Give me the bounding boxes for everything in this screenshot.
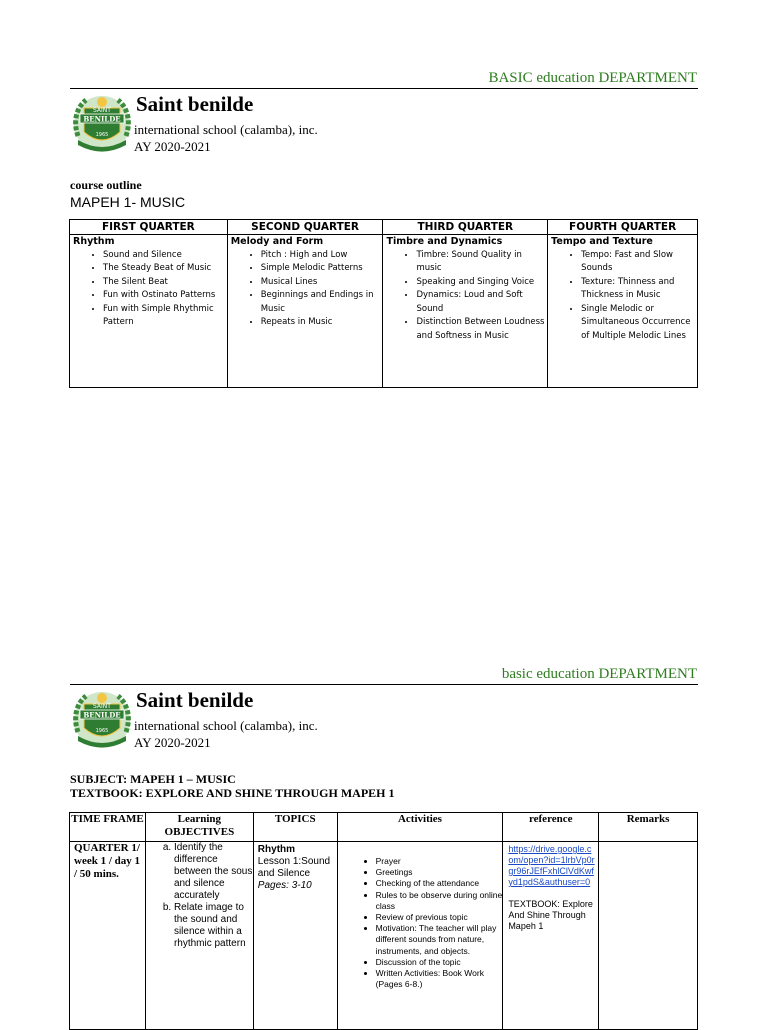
school-logo: [70, 92, 134, 156]
topics-cell: [253, 842, 337, 1030]
logo-year-text: 1965: [95, 728, 109, 734]
list-item: • Greetings: [376, 867, 503, 878]
table-row: [70, 842, 698, 1030]
quarter-topic-list: [231, 249, 383, 330]
lesson-plan-table: [69, 812, 698, 1030]
academic-year: AY 2020-2021: [134, 735, 211, 750]
reference-link[interactable]: https://drive.google.com/open?id=1lrbVp0rgr96rJEfFxhlClVdKwfyd1pdS&authuser=0: [508, 844, 595, 887]
school-name: Saint benilde: [136, 92, 254, 116]
list-item: • Single Melodic or Simultaneous Occurrence of Multiple Melodic Lines: [581, 303, 697, 344]
column-header-topics: TOPICS: [253, 813, 337, 842]
list-item: • Speaking and Singing Voice: [416, 276, 547, 290]
list-item: • Motivation: The teacher will play different sounds from nature, instruments, and objects.: [376, 923, 503, 957]
reference-cell: [503, 842, 599, 1030]
list-item: a. Identify the difference between the sous and silence accurately: [174, 842, 253, 902]
quarter-title: Melody and Form: [230, 236, 324, 247]
subject-line: SUBJECT: MAPEH 1 – MUSIC: [70, 772, 236, 786]
list-item: • Prayer: [376, 856, 503, 867]
school-name: Saint benilde: [136, 688, 254, 712]
objectives-cell: [145, 842, 253, 1030]
quarter-header: FOURTH QUARTER: [548, 220, 698, 235]
course-subject: MAPEH 1- MUSIC: [70, 194, 186, 210]
quarters-content-row: [70, 235, 698, 388]
quarters-table: [69, 219, 698, 388]
lesson-header-row: [70, 813, 698, 842]
list-item: • Rules to be observe during online class: [376, 890, 503, 912]
column-header-objectives: Learning OBJECTIVES: [145, 813, 253, 842]
list-item: • Written Activities: Book Work (Pages 6-8.): [376, 968, 503, 990]
reference-textbook: TEXTBOOK: Explore And Shine Through Mapeh 1: [508, 899, 593, 931]
list-item: b. Relate image to the sound and silence within a rhythmic pattern: [174, 902, 253, 950]
academic-year: AY 2020-2021: [134, 139, 211, 154]
list-item: • Tempo: Fast and Slow Sounds: [581, 249, 697, 276]
logo-banner-text: BENILDE: [83, 710, 121, 720]
column-header-reference: reference: [503, 813, 599, 842]
logo-arc-text: SAINT: [93, 107, 111, 114]
department-header: BASIC education DEPARTMENT: [488, 70, 697, 86]
topic-pages: Pages: 3-10: [257, 880, 312, 891]
list-item: • Musical Lines: [261, 276, 383, 290]
list-item: • Timbre: Sound Quality in music: [416, 249, 547, 276]
list-item: • The Silent Beat: [103, 276, 227, 290]
logo-year-text: 1965: [95, 132, 109, 138]
textbook-line: TEXTBOOK: EXPLORE AND SHINE THROUGH MAPEH 1: [70, 786, 395, 800]
quarters-header-row: [70, 220, 698, 235]
department-header: basic education DEPARTMENT: [501, 666, 697, 682]
column-header-activities: Activities: [337, 813, 503, 842]
list-item: • Pitch : High and Low: [261, 249, 383, 263]
list-item: • Checking of the attendance: [376, 878, 503, 889]
quarter-topic-list: [386, 249, 547, 344]
list-item: • Discussion of the topic: [376, 957, 503, 968]
column-header-remarks: Remarks: [599, 813, 698, 842]
list-item: • Texture: Thinness and Thickness in Music: [581, 276, 697, 303]
school-subtitle: international school (calamba), inc.: [134, 718, 318, 733]
activities-list: [338, 856, 503, 990]
quarter-header: FIRST QUARTER: [70, 220, 228, 235]
quarter-cell: [70, 235, 228, 388]
quarter-cell: [383, 235, 548, 388]
logo-banner-text: BENILDE: [83, 114, 121, 124]
list-item: • Fun with Simple Rhythmic Pattern: [103, 303, 227, 330]
topic-lesson: Lesson 1:Sound and Silence: [257, 856, 331, 879]
quarter-topic-list: [73, 249, 227, 330]
list-item: • Sound and Silence: [103, 249, 227, 263]
course-outline-label: course outline: [70, 178, 142, 192]
school-logo: [70, 688, 134, 752]
quarter-cell: [548, 235, 698, 388]
list-item: • Dynamics: Loud and Soft Sound: [416, 289, 547, 316]
remarks-cell: [599, 842, 698, 1030]
school-subtitle: international school (calamba), inc.: [134, 122, 318, 137]
list-item: • Repeats in Music: [261, 316, 383, 330]
quarter-header: THIRD QUARTER: [383, 220, 548, 235]
quarter-cell: [227, 235, 383, 388]
time-frame-cell: QUARTER 1/ week 1 / day 1 / 50 mins.: [70, 842, 146, 1030]
list-item: • Beginnings and Endings in Music: [261, 289, 383, 316]
header-rule: [70, 88, 698, 89]
list-item: • Distinction Between Loudness and Softness in Music: [416, 316, 547, 343]
quarter-title: Timbre and Dynamics: [386, 236, 503, 247]
list-item: • Simple Melodic Patterns: [261, 262, 383, 276]
header-rule: [70, 684, 698, 685]
objectives-list: [146, 842, 253, 950]
column-header-time-frame: TIME FRAME: [70, 813, 146, 842]
quarter-topic-list: [551, 249, 697, 344]
activities-cell: [337, 842, 503, 1030]
list-item: • The Steady Beat of Music: [103, 262, 227, 276]
quarter-title: Rhythm: [73, 236, 115, 247]
quarter-header: SECOND QUARTER: [227, 220, 383, 235]
topic-title: Rhythm: [257, 844, 296, 855]
list-item: • Fun with Ostinato Patterns: [103, 289, 227, 303]
quarter-title: Tempo and Texture: [551, 236, 653, 247]
list-item: • Review of previous topic: [376, 912, 503, 923]
logo-arc-text: SAINT: [93, 703, 111, 710]
